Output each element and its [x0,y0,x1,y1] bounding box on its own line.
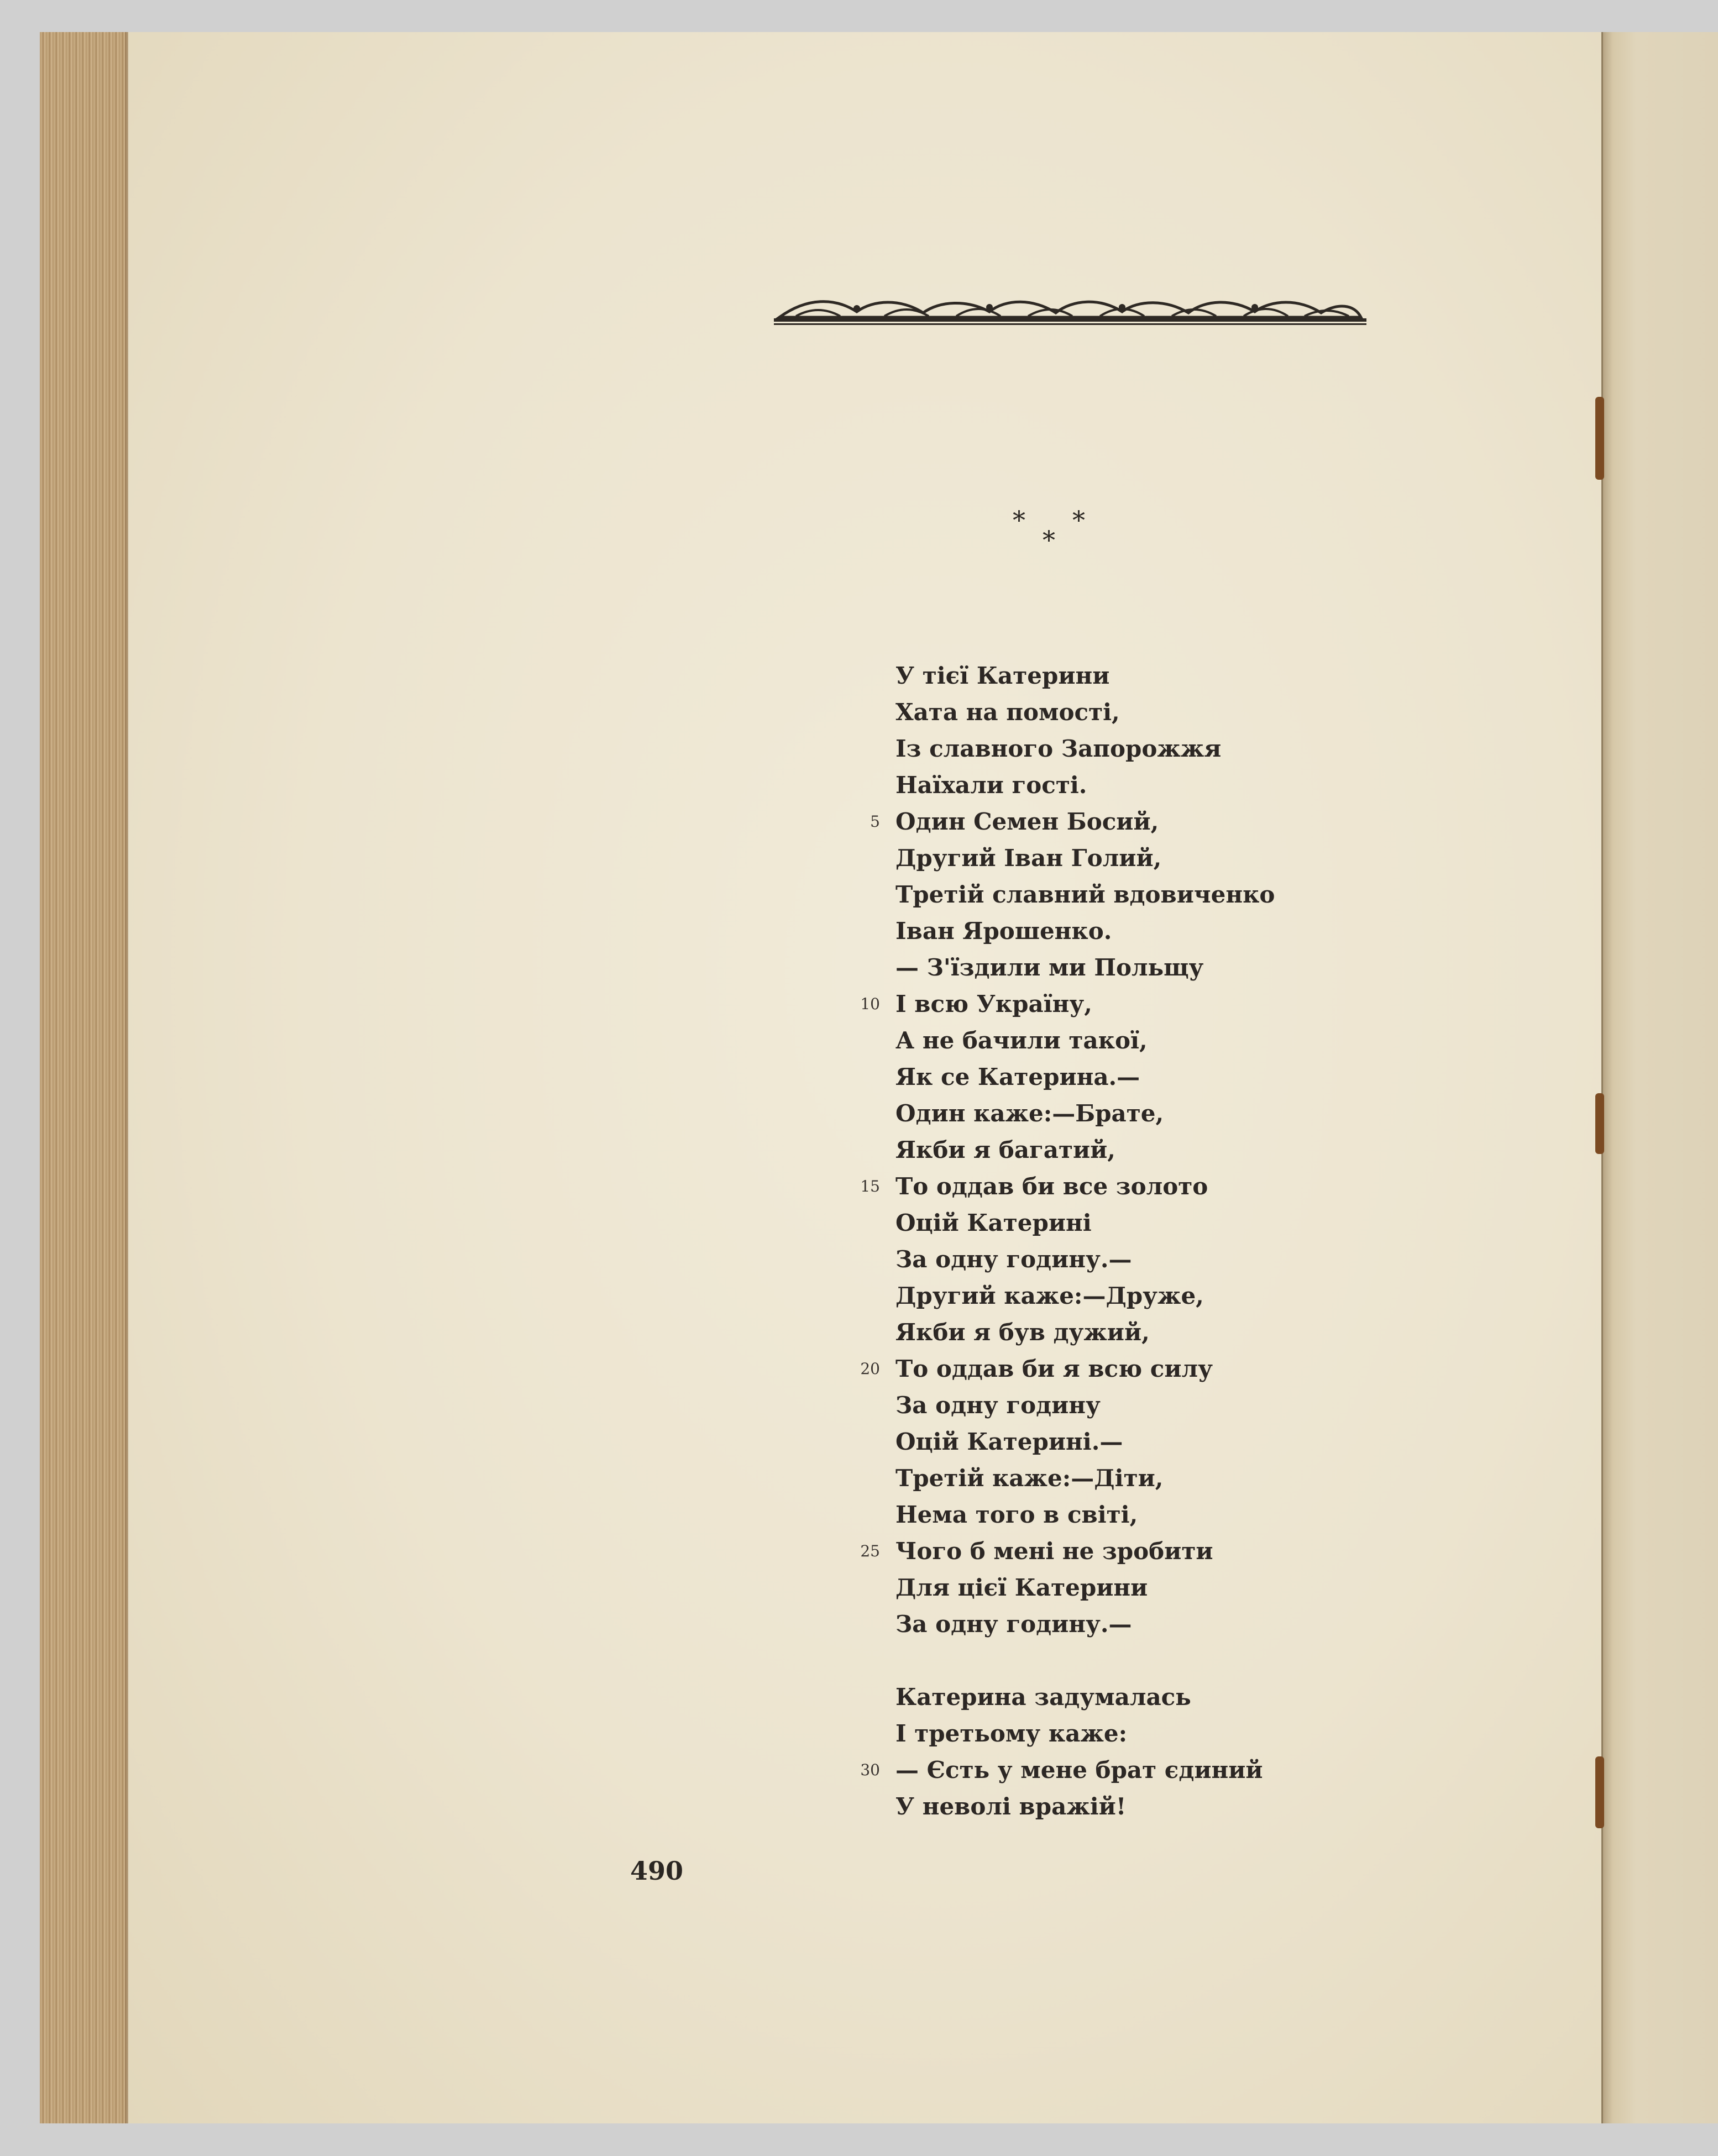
asterism-divider [1013,507,1101,557]
poem-line-text: Чого б мені не зробити [895,1538,1213,1565]
asterism-star: * [1043,525,1055,555]
poem-line-text: — Єсть у мене брат єдиний [895,1756,1263,1783]
poem-line [860,1168,1275,1205]
poem-line-text: Із славного Запорожжя [895,735,1222,762]
asterism-star: * [1072,505,1085,535]
line-number: 25 [860,1542,880,1560]
poem-line [895,1424,1275,1460]
poem-line [860,1533,1275,1570]
poem-line [895,1606,1275,1643]
line-number: 10 [860,995,880,1013]
poem-line [895,694,1275,731]
poem-line-text: Другий Іван Голий, [895,844,1162,872]
poem-line [895,1570,1275,1606]
poem-line [895,1314,1275,1351]
poem-line [895,731,1275,767]
poem-line-text: Для цієї Катерини [895,1574,1148,1601]
poem-line [895,1497,1275,1533]
poem-line-text: Наїхали гості. [895,772,1087,799]
poem-line [895,1205,1275,1241]
poem-line-text: А не бачили такої, [895,1027,1148,1054]
poem-line-text: Якби я багатий, [895,1136,1115,1163]
poem-line [895,1679,1275,1716]
poem-line [895,1132,1275,1168]
poem-line-text: Іван Ярошенко. [895,917,1112,945]
page-edges [40,32,128,2123]
page-tear-mark [1595,397,1604,480]
poem-line-text: Як се Катерина.— [895,1063,1140,1090]
book-page [128,32,1601,2123]
poem-line-text: За одну годину.— [895,1611,1132,1638]
poem-line-text: То оддав би я всю силу [895,1355,1213,1382]
poem-line [895,1716,1275,1752]
poem-line-text: За одну годину [895,1392,1101,1419]
poem-line [870,804,1275,840]
poem-line [895,1241,1275,1278]
page-tear-mark [1595,1756,1604,1828]
page-number: 490 [630,1856,684,1886]
poem-line [895,767,1275,804]
poem-line-text: У неволі вражій! [895,1793,1127,1820]
asterism-star: * [1013,505,1025,535]
poem-line-text: Один Семен Босий, [895,808,1159,835]
poem-line [860,1351,1275,1387]
poem-line-text: За одну годину.— [895,1246,1132,1273]
book-spread [40,32,1718,2123]
poem-line [895,1278,1275,1314]
poem-text [860,658,1275,1825]
poem-line-text: Другий каже:—Друже, [895,1282,1204,1309]
poem-line [895,1059,1275,1095]
poem-line-text: І третьому каже: [895,1720,1128,1747]
poem-line [895,840,1275,877]
poem-line [895,1460,1275,1497]
poem-line [895,1022,1275,1059]
poem-line [895,658,1275,694]
poem-line [895,950,1275,986]
poem-line-text: Катерина задумалась [895,1683,1191,1711]
poem-line [860,1752,1275,1788]
poem-line-text: Хата на помості, [895,699,1120,726]
page-tear-mark [1595,1093,1604,1154]
floral-ornament-icon [774,292,1366,327]
poem-line [895,877,1275,913]
poem-line-text: Один каже:—Брате, [895,1100,1164,1127]
poem-line [895,1788,1275,1825]
line-number: 5 [870,812,880,831]
poem-line-text: Нема того в світі, [895,1501,1138,1528]
poem-line [895,1387,1275,1424]
poem-line-text: Якби я був дужий, [895,1319,1150,1346]
poem-line-text: Третій славний вдовиченко [895,881,1275,908]
poem-line [860,986,1275,1022]
poem-line-text: То оддав би все золото [895,1173,1208,1200]
line-number: 30 [860,1761,880,1779]
poem-line-text: У тієї Катерини [895,662,1110,689]
poem-line-text: Оцій Катерині [895,1209,1092,1236]
line-number: 15 [860,1177,880,1195]
poem-line [895,1095,1275,1132]
poem-line-text: Третій каже:—Діти, [895,1465,1164,1492]
line-number: 20 [860,1360,880,1378]
poem-line [895,913,1275,950]
poem-line-text: Оцій Катерині.— [895,1428,1123,1455]
next-page-edge [1601,32,1718,2123]
poem-line-text: — З'їздили ми Польщу [895,954,1204,981]
poem-line-text: І всю Україну, [895,990,1092,1017]
